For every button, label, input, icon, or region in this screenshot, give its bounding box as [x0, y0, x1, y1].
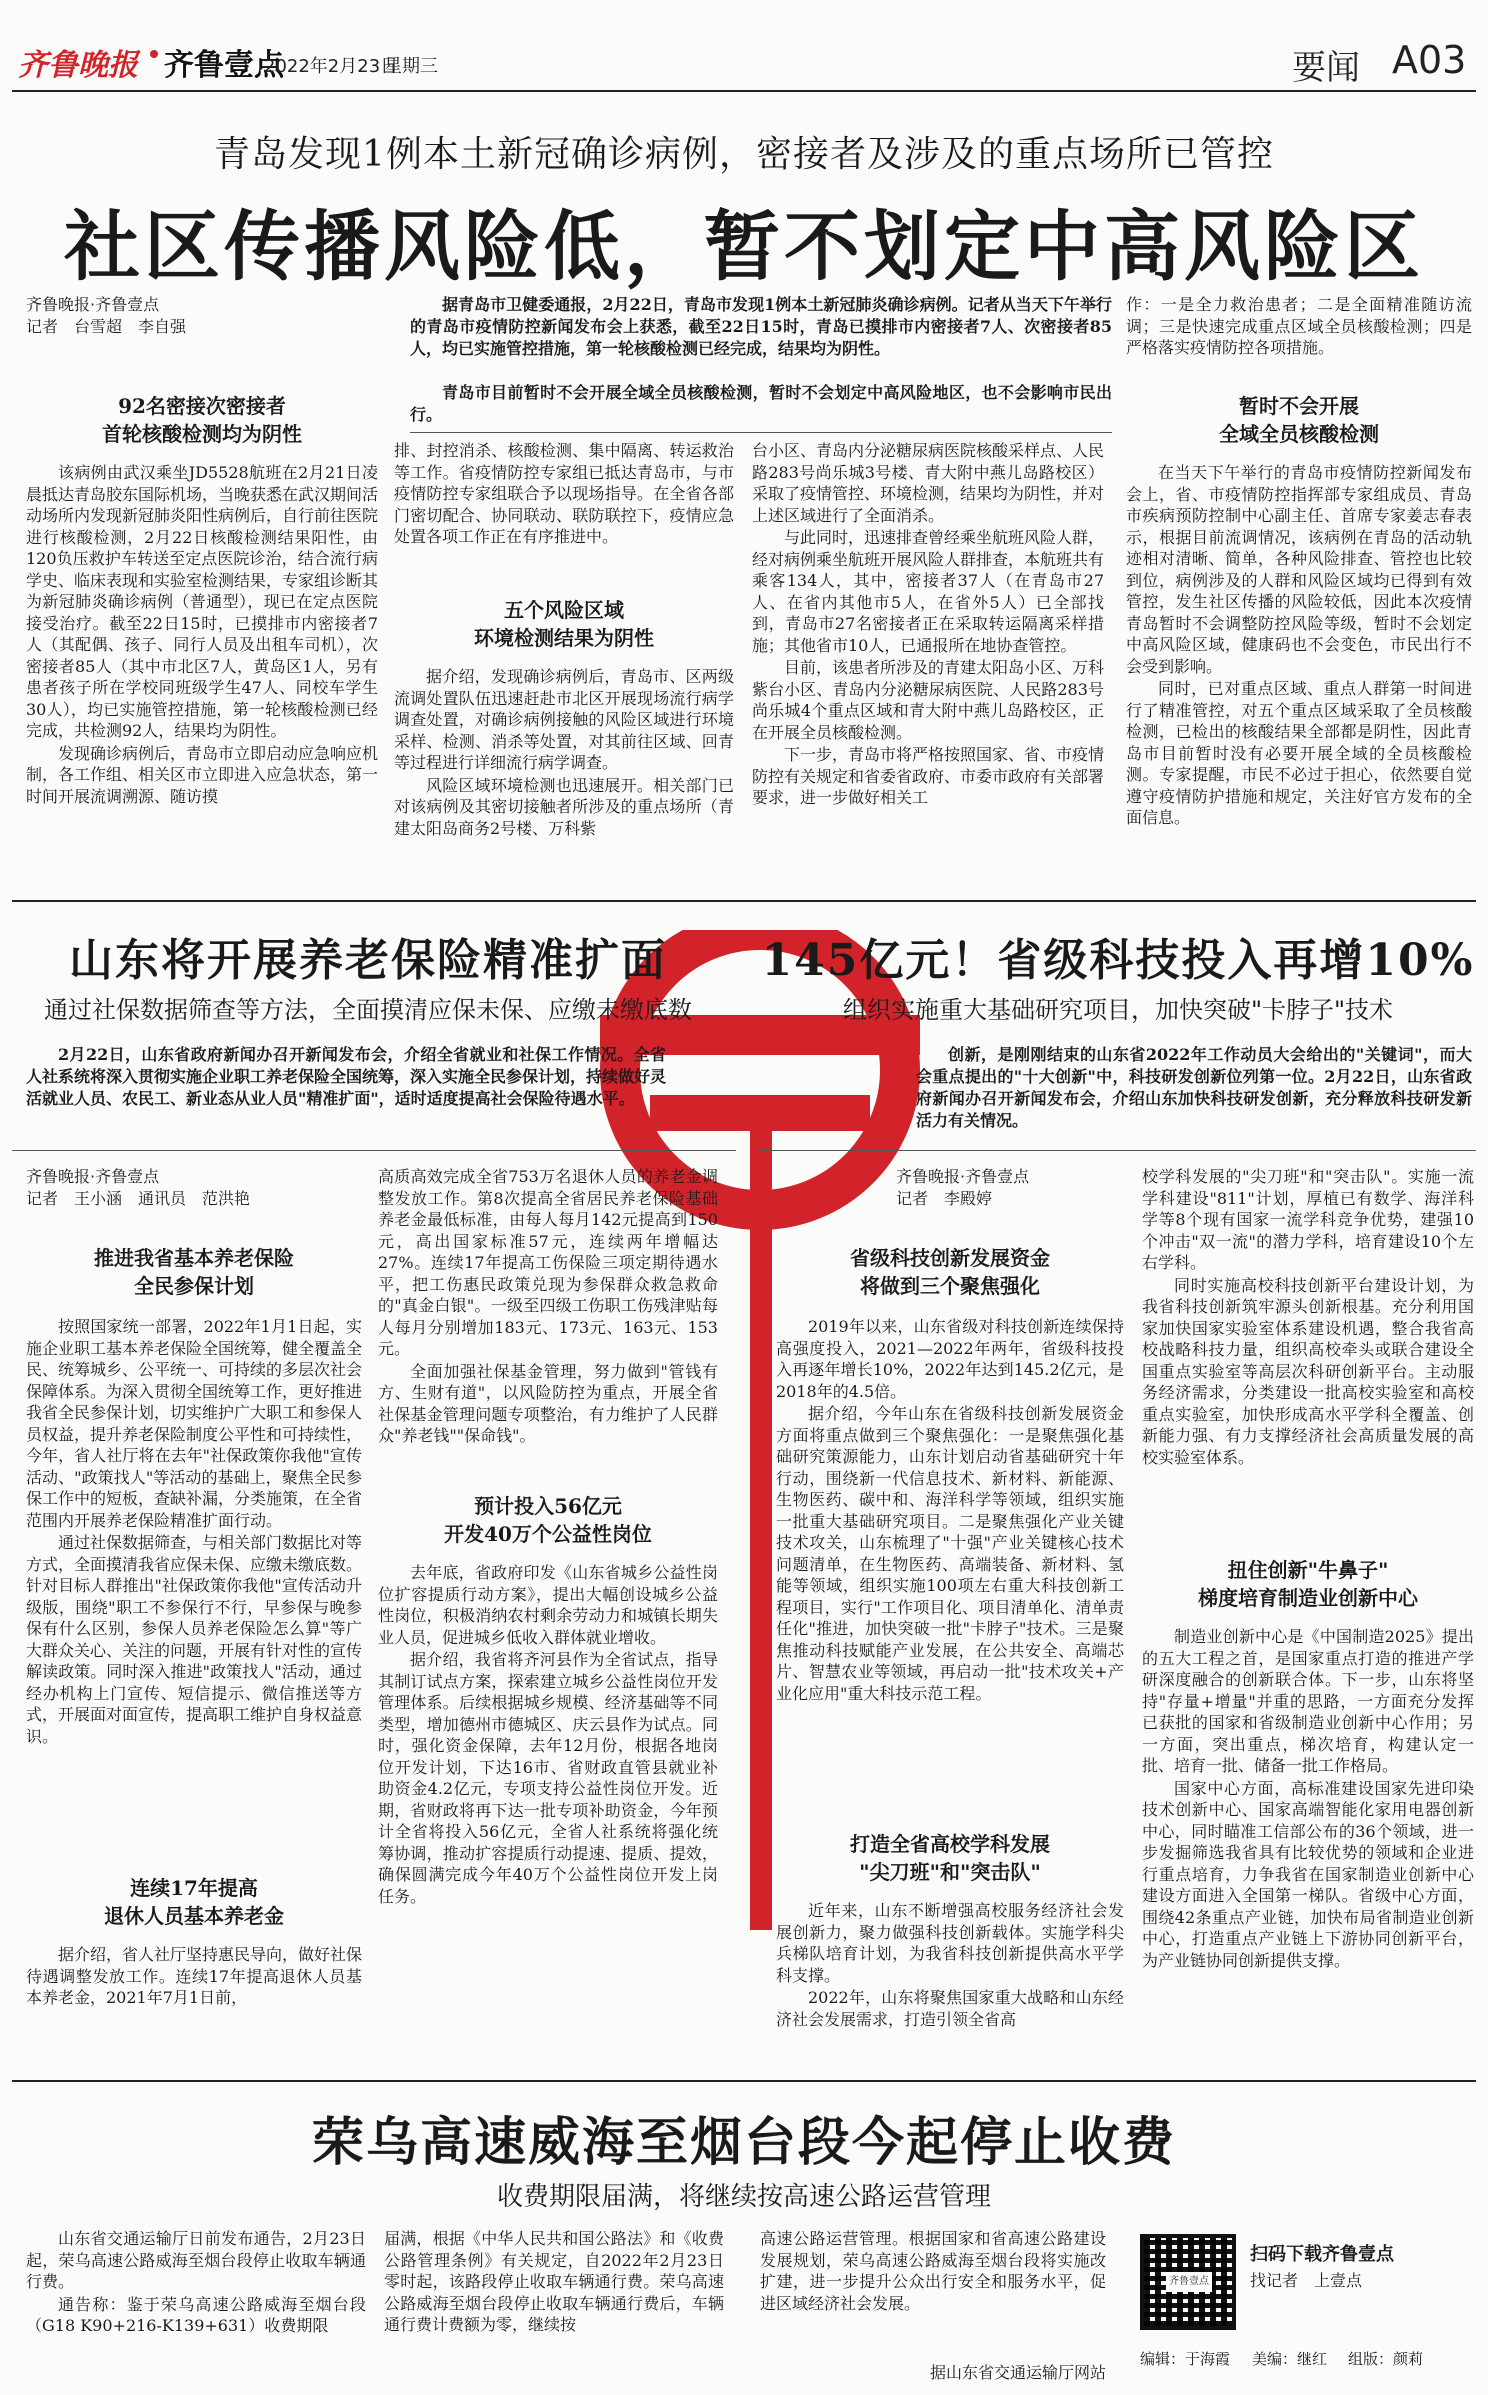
story1-lead-2: 青岛市目前暂时不会开展全域全员核酸检测，暂时不会划定中高风险地区，也不会影响市民出行。 [410, 383, 1112, 424]
byline-outlet: 齐鲁晚报·齐鲁壹点 [26, 1167, 160, 1186]
issue-date: 2022年2月23日 [264, 56, 399, 77]
app-logo: 齐鲁壹点 [164, 48, 284, 83]
credit-editor: 编辑：于海霞 [1140, 2350, 1231, 2368]
paragraph: 2022年，山东将聚焦国家重大战略和山东经济社会发展需求，打造引领全省高 [776, 1988, 1124, 2029]
story2-rule [12, 1150, 736, 1151]
paragraph: 国家中心方面，高标准建设国家先进印染技术创新中心、国家高端智能化家用电器创新中心，同时瞄准工信部公布的36个领域，进一步发掘筛选我省具有比较优势的领域和企业进行重点培育，力争我省在国家制造业创新中心建设方面进入全国第一梯队。省级中心方面，围绕42条重点产业链，加快布局省制造业创新中心，打造重点产业链上下游协同创新平台，为产业链协同创新提供支撑。 [1142, 1778, 1474, 1970]
paragraph: 与此同时，迅速排查曾经乘坐航班风险人群，经对病例乘坐航班开展风险人群排查，本航班共有乘客134人，其中，密接者37人（在青岛市27人、在省内其他市5人，在省外5人）已全部找到，青岛市27名密接者正在采取转运隔离采样措施；其他省市10人，已通报所在地协查管控。 [752, 528, 1104, 655]
story2-lead: 2月22日，山东省政府新闻办召开新闻发布会，介绍全省就业和社保工作情况。全省人社系统将深入贯彻实施企业职工养老保险全国统筹，深入实施全民参保计划，持续做好灵活就业人员、农民工、新业态从业人员"精准扩面"，适时适度提高社会保险待遇水平。 [26, 1045, 666, 1108]
paragraph: 作：一是全力救治患者；二是全面精准随访流调；三是快速完成重点区域全员核酸检测；四是严格落实疫情防控各项措施。 [1126, 295, 1472, 357]
story2-sub-3: 预计投入56亿元 开发40万个公益性岗位 [444, 1494, 652, 1546]
masthead [0, 0, 1488, 92]
paragraph: 全面加强社保基金管理，努力做到"管钱有方、生财有道"，以风险防控为重点，开展全省社保基金管理问题专项整治，有力维护了人民群众"养老钱""保命钱"。 [378, 1361, 718, 1445]
paragraph: 去年底，省政府印发《山东省城乡公益性岗位扩容提质行动方案》，提出大幅创设城乡公益性岗位，积极消纳农村剩余劳动力和城镇长期失业人员，促进城乡低收入群体就业增收。 [378, 1563, 718, 1647]
graphic-bar-mid [650, 1095, 870, 1131]
paragraph: 通告称：鉴于荣乌高速公路威海至烟台段（G18 K90+216-K139+631）收费期限 [26, 2294, 366, 2335]
story2-column-2b [378, 1562, 718, 2064]
story3-headline: 145亿元！省级科技投入再增10% [761, 935, 1475, 986]
story1-column-3 [752, 440, 1104, 882]
page-number: A03 [1392, 38, 1467, 82]
qr-code[interactable] [1140, 2234, 1236, 2330]
story2-column-1b [26, 1944, 362, 2064]
story4-deck: 收费期限届满，将继续按高速公路运营管理 [496, 2182, 991, 2212]
masthead-rule [12, 90, 1476, 92]
byline-reporters: 记者 台雪超 李自强 [26, 317, 187, 336]
scan-title: 扫码下载齐鲁壹点 [1250, 2244, 1394, 2265]
paragraph: 通过社保数据筛查，与相关部门数据比对等方式，全面摸清我省应保未保、应缴未缴底数。针对目标人群推出"社保政策你我他"宣传活动升级版，围绕"职工不参保行不行，早参保与晚参保有什么区别，参保人员养老保险怎么算"等广大群众关心、关注的问题，开展有针对性的宣传解读政策。同时深入推进"政策找人"活动，通过经办机构上门宣传、短信提示、微信推送等方式，开展面对面宣传，提高职工维护自身权益意识。 [26, 1533, 362, 1746]
lead-underline [410, 432, 1112, 433]
paragraph: 排、封控消杀、核酸检测、集中隔离、转运救治等工作。省疫情防控专家组已抵达青岛市，与市疫情防控专家组联合予以现场指导。在全省各部门密切配合、协同联动、联防联控下，疫情应急处置各项工作正在有序推进中。 [394, 441, 734, 546]
story4-column-3 [760, 2228, 1106, 2354]
graphic-white-gap [720, 1055, 800, 1095]
paragraph: 近年来，山东不断增强高校服务经济社会发展创新力，聚力做强科技创新载体。实施学科尖兵梯队培育计划，为我省科技创新提供高水平学科支撑。 [776, 1901, 1124, 1985]
paragraph: 台小区、青岛内分泌糖尿病医院核酸采样点、人民路283号尚乐城3号楼、青大附中燕儿岛路校区）采取了疫情管控、环境检测，结果均为阴性，并对上述区域进行了全面消杀。 [752, 441, 1104, 525]
byline-reporters: 记者 王小涵 通讯员 范洪艳 [26, 1189, 251, 1208]
story3-byline [896, 1166, 1136, 1210]
paragraph: 届满，根据《中华人民共和国公路法》和《收费公路管理条例》有关规定，自2022年2月23日零时起，该路段停止收取车辆通行费。荣乌高速公路威海至烟台段停止收取车辆通行费后，车辆通行费计费额为零，继续按 [384, 2229, 724, 2334]
qr-label: 齐鲁壹点 [1166, 2272, 1212, 2292]
paragraph: 校学科发展的"尖刀班"和"突击队"。实施一流学科建设"811"计划，厚植已有数学、海洋科学等8个现有国家一流学科竞争优势，建强10个冲击"双一流"的潜力学科，培育建设10个左右学科。 [1142, 1167, 1474, 1272]
story1-sub-3: 暂时不会开展 全域全员核酸检测 [1219, 394, 1379, 446]
story3-column-1 [776, 1316, 1124, 1820]
byline-reporters: 记者 李殿婷 [896, 1189, 993, 1208]
story1-column-4 [1126, 462, 1472, 882]
credit-designer: 美编：继红 [1252, 2350, 1328, 2368]
paragraph: 同时实施高校科技创新平台建设计划，为我省科技创新筑牢源头创新根基。充分利用国家加快国家实验室体系建设机遇，整合我省高校战略科技力量，组织高校牵头或联合建设全国重点实验室等高层次科研创新平台。主动服务经济需求，分类建设一批高校实验室和高校重点实验室，加快形成高水平学科全覆盖、创新能力强、有力支撑经济社会高质量发展的高校实验室体系。 [1142, 1275, 1474, 1467]
story3-deck: 组织实施重大基础研究项目，加快突破"卡脖子"技术 [842, 996, 1394, 1024]
story1-column-2 [394, 440, 734, 586]
paragraph: 据介绍，今年山东在省级科技创新发展资金方面将重点做到三个聚焦强化：一是聚焦强化基础研究策源能力，山东计划启动省基础研究十年行动，围绕新一代信息技术、新材料、新能源、生物医药、碳中和、海洋科学等领域，组织实施一批重大基础研究项目。二是聚焦强化产业关键技术攻关，山东梳理了"十强"产业关键核心技术问题清单，在生物医药、高端装备、新材料、氢能等领域，组织实施100项左右重大科技创新工程项目，实行"工作项目化、项目清单化、清单责任化"推进，加快突破一批"卡脖子"技术。三是聚焦推动科技赋能产业发展，在公共安全、高端芯片、智慧农业等领域，再启动一批"技术攻关+产业化应用"重大科技示范工程。 [776, 1404, 1124, 1703]
story1-column-2b [394, 666, 734, 882]
story3-sub-2: 打造全省高校学科发展 "尖刀班"和"突击队" [850, 1832, 1050, 1884]
byline-outlet: 齐鲁晚报·齐鲁壹点 [896, 1167, 1030, 1186]
story1-lead: 据青岛市卫健委通报，2月22日，青岛市发现1例本土新冠肺炎确诊病例。记者从当天下午举行的青岛市疫情防控新闻发布会上获悉，截至22日15时，青岛已摸排市内密接者7人、次密接者85人，均已实施管控措施，第一轮核酸检测已经完成，结果均为阴性。 [410, 295, 1112, 358]
paragraph: 制造业创新中心是《中国制造2025》提出的五大工程之首，是国家重点打造的推进产学研深度融合的创新联合体。下一步，山东将坚持"存量+增量"并重的思路，一方面充分发挥已获批的国家和省级制造业创新中心作用；另一方面，突出重点，梯次培育，构建认定一批、培育一批、储备一批工作格局。 [1142, 1627, 1474, 1775]
paragraph: 同时，已对重点区域、重点人群第一时间进行了精准管控，对五个重点区域采取了全员核酸检测，已检出的核酸结果全部都是阴性，因此青岛市目前暂时没有必要开展全域的全员核酸检测。专家提醒，市民不必过于担心，依然要自觉遵守疫情防护措施和规定，关注好官方发布的全面信息。 [1126, 679, 1472, 827]
paragraph: 2019年以来，山东省级对科技创新连续保持高强度投入，2021—2022年两年，省级科技投入再逐年增长10%，2022年达到145.2亿元，是2018年的4.5倍。 [776, 1317, 1124, 1401]
paragraph: 高速公路运营管理。根据国家和省高速公路建设发展规划，荣乌高速公路威海至烟台段将实施改扩建，进一步提升公众出行安全和服务水平，促进区域经济社会发展。 [760, 2229, 1106, 2313]
paragraph: 按照国家统一部署，2022年1月1日起，实施企业职工基本养老保险全国统筹，健全覆盖全民、统筹城乡、公平统一、可持续的多层次社会保障体系。为深入贯彻全国统筹工作，更好推进我省全民参保计划，切实维护广大职工和参保人员权益，提升养老保险制度公平性和可持续性，今年，省人社厅将在去年"社保政策你我他"宣传活动、"政策找人"等活动的基础上，聚焦全民参保工作中的短板，查缺补漏，分类施策，在全省范围内开展养老保险精准扩面行动。 [26, 1317, 362, 1530]
paragraph: 据介绍，我省将齐河县作为全省试点，指导其制订试点方案，探索建立城乡公益性岗位开发管理体系。后续根据城乡规模、经济基础等不同类型，增加德州市德城区、庆云县作为试点。同时，强化资金保障，去年12月份，根据各地岗位开发计划，下达16市、省财政直管县就业补助资金4.2亿元，专项支持公益性岗位开发。近期，省财政将再下达一批专项补助资金，今年预计全省将投入56亿元，全省人社系统将强化统筹协调，推动扩容提质行动提速、提质、提效，确保圆满完成今年40万个公益性岗位开发上岗任务。 [378, 1650, 718, 1906]
story1-byline [26, 294, 386, 338]
story1-headline: 社区传播风险低，暂不划定中高风险区 [64, 202, 1424, 291]
story4-column-1 [26, 2228, 366, 2378]
story1-sub-1: 92名密接次密接者 首轮核酸检测均为阴性 [102, 394, 302, 446]
paragraph: 山东省交通运输厅日前发布通告，2月23日起，荣乌高速公路威海至烟台段停止收取车辆通行费。 [26, 2229, 366, 2291]
paragraph: 在当天下午举行的青岛市疫情防控新闻发布会上，省、市疫情防控指挥部专家组成员、青岛市疾病预防控制中心副主任、首席专家姜志春表示，根据目前流调情况，该病例在青岛的活动轨迹相对清晰、简单，各种风险排查、管控也比较到位，病例涉及的人群和风险区域均已得到有效管控，发生社区传播的风险较低，因此本次疫情青岛暂时不会调整防控风险等级，暂时不会划定中高风险区域，健康码也不会变色，市民出行不会受到影响。 [1126, 463, 1472, 676]
story3-column-2 [1142, 1166, 1474, 1546]
story4-source: 据山东省交通运输厅网站 [929, 2363, 1106, 2382]
story2-headline: 山东将开展养老保险精准扩面 [69, 935, 667, 986]
paper-logo: 齐鲁晚报 [18, 48, 138, 83]
paragraph: 该病例由武汉乘坐JD5528航班在2月21日凌晨抵达青岛胶东国际机场，当晚获悉在武汉期间活动场所内发现新冠肺炎阳性病例后，自行前往医院进行核酸检测，2月22日核酸检测结果阳性，由120负压救护车转送至定点医院诊治，结合流行病学史、临床表现和实验室检测结果，专家组诊断其为新冠肺炎确诊病例（普通型），现已在定点医院接受治疗。截至22日15时，已摸排市内密接者7人（其配偶、孩子、同行人员及出租车司机），次密接者85人（其中市北区7人，黄岛区1人，另有患者孩子所在学校同班级学生47人、同校车学生30人），均已实施管控措施，第一轮核酸检测已经完成，共检测92人，结果均为阴性。 [26, 463, 378, 740]
story1-column-4-top [1126, 294, 1472, 384]
story1-sub-2: 五个风险区域 环境检测结果为阴性 [474, 598, 654, 650]
story2-sub-1: 推进我省基本养老保险 全民参保计划 [94, 1246, 294, 1298]
paragraph: 据介绍，省人社厅坚持惠民导向，做好社保待遇调整发放工作。连续17年提高退休人员基本养老金，2021年7月1日前， [26, 1945, 362, 2007]
paragraph: 高质高效完成全省753万名退休人员的养老金调整发放工作。第8次提高全省居民养老保险基础养老金最低标准，由每人每月142元提高到150元，高出国家标准57元，连续两年增幅达27%。连续17年提高工伤保险三项定期待遇水平，把工伤惠民政策兑现为参保群众救急救命的"真金白银"。一级至四级工伤职工伤残津贴每人每月分别增加183元、173元、163元、153元。 [378, 1167, 718, 1358]
paragraph: 据介绍，发现确诊病例后，青岛市、区两级流调处置队伍迅速赶赴市北区开展现场流行病学调查处置，对确诊病例接触的风险区域进行环境采样、检测、消杀等处置，对其前往区域、回青等过程进行详细流行病学调查。 [394, 667, 734, 772]
story2-deck: 通过社保数据筛查等方法，全面摸清应保未保、应缴未缴底数 [44, 996, 692, 1024]
story2-byline [26, 1166, 366, 1210]
story3-sub-1: 省级科技创新发展资金 将做到三个聚焦强化 [850, 1246, 1050, 1298]
story4-headline: 荣乌高速威海至烟台段今起停止收费 [311, 2112, 1176, 2173]
section-name: 要闻 [1292, 48, 1360, 88]
paragraph: 发现确诊病例后，青岛市立即启动应急响应机制，各工作组、相关区市立即进入应急状态，第一时间开展流调溯源、随访摸 [26, 743, 378, 806]
story3-column-1b [776, 1900, 1124, 2064]
story1-column-1 [26, 462, 378, 882]
story1-kicker: 青岛发现1例本土新冠确诊病例，密接者及涉及的重点场所已管控 [214, 134, 1274, 175]
story3-bottom-rule [12, 2080, 1476, 2082]
story2-column-1 [26, 1316, 362, 1864]
story3-column-2b [1142, 1626, 1474, 2064]
story3-rule [760, 1150, 1476, 1151]
story4-column-2 [384, 2228, 724, 2378]
paragraph: 风险区域环境检测也迅速展开。相关部门已对该病例及其密切接触者所涉及的重点场所（青建太阳岛商务2号楼、万科紫 [394, 775, 734, 838]
story2-sub-2: 连续17年提高 退休人员基本养老金 [104, 1876, 284, 1928]
issue-weekday: 星期三 [384, 56, 438, 77]
byline-outlet: 齐鲁晚报·齐鲁壹点 [26, 295, 160, 314]
credit-proof: 组版：颜莉 [1348, 2350, 1424, 2368]
story1-bottom-rule [12, 900, 1476, 902]
divider-dot [150, 50, 158, 58]
story3-lead: 创新，是刚刚结束的山东省2022年工作动员大会给出的"关键词"，而大会重点提出的"十大创新"中，科技研发创新位列第一位。2月22日，山东省政府新闻办召开新闻发布会，介绍山东加快科技研发创新，充分释放科技研发新活力有关情况。 [916, 1045, 1472, 1130]
paragraph: 下一步，青岛市将严格按照国家、省、市疫情防控有关规定和省委省政府、市委市政府有关部署要求，进一步做好相关工 [752, 745, 1104, 807]
story2-column-2 [378, 1166, 718, 1482]
graphic-stem [750, 1130, 772, 1930]
paragraph: 目前，该患者所涉及的青建太阳岛小区、万科紫台小区、青岛内分泌糖尿病医院、人民路283号尚乐城4个重点区域和青大附中燕儿岛路校区，正在开展全员核酸检测。 [752, 658, 1104, 742]
scan-subtitle: 找记者 上壹点 [1250, 2271, 1363, 2290]
story3-sub-3: 扭住创新"牛鼻子" 梯度培育制造业创新中心 [1198, 1558, 1418, 1610]
